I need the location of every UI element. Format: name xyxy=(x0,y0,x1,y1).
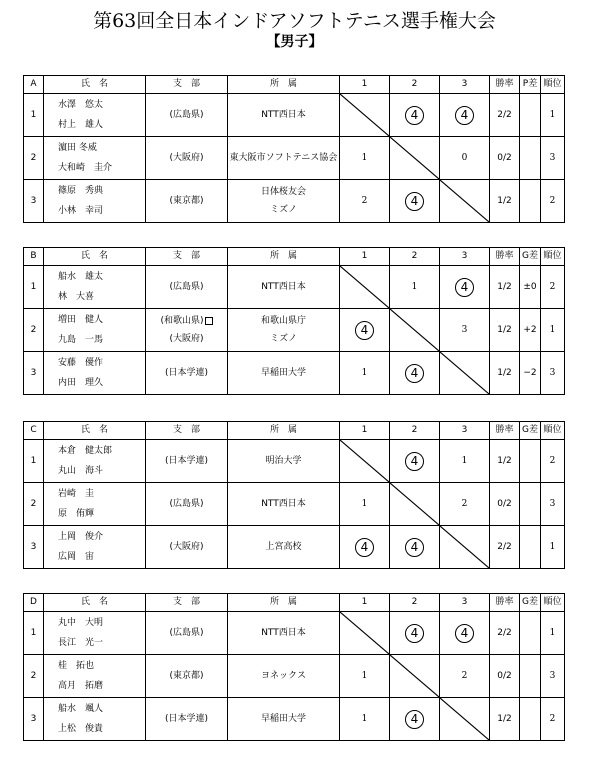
winning-score: 4 xyxy=(355,538,374,557)
diagonal-line xyxy=(340,612,389,654)
table-row xyxy=(24,137,565,180)
branch-name xyxy=(146,192,227,210)
match-score xyxy=(390,266,440,309)
diagonal-line xyxy=(440,698,489,740)
branch-text: (東京都) xyxy=(169,671,204,681)
winning-score: 4 xyxy=(455,278,474,297)
game-difference xyxy=(520,698,541,741)
affiliation xyxy=(228,655,340,698)
branch-text: (東京都) xyxy=(169,196,204,206)
match-score xyxy=(340,180,390,223)
header-diff: G差 xyxy=(520,422,541,440)
self-match-cell xyxy=(440,526,490,569)
player-names xyxy=(44,698,146,741)
pool-label: A xyxy=(24,76,44,94)
winning-score: 4 xyxy=(405,538,424,557)
branch xyxy=(146,137,228,180)
affiliation xyxy=(228,180,340,223)
header-match-3: 3 xyxy=(440,76,490,94)
pool-header-row xyxy=(24,422,565,440)
self-match-cell xyxy=(340,612,390,655)
player-name: 原 侑輝 xyxy=(58,509,95,519)
entry-number: 2 xyxy=(24,137,44,180)
branch xyxy=(146,612,228,655)
branch-name xyxy=(146,330,227,348)
diagonal-line xyxy=(340,94,389,136)
table-row xyxy=(24,698,565,741)
entry-number: 1 xyxy=(24,94,44,137)
branch-text: (広島県) xyxy=(169,499,204,509)
header-win-rate: 勝率 xyxy=(490,248,520,266)
win-rate: 0/2 xyxy=(490,655,520,698)
branch xyxy=(146,483,228,526)
game-difference: ±0 xyxy=(520,266,541,309)
branch-name xyxy=(146,495,227,513)
branch xyxy=(146,266,228,309)
affiliation xyxy=(228,352,340,395)
player-names xyxy=(44,352,146,395)
header-affiliation: 所 属 xyxy=(228,76,340,94)
match-score xyxy=(340,655,390,698)
player-name: 増田 健人 xyxy=(58,315,104,325)
affiliation-name: ミズノ xyxy=(269,205,297,215)
header-win-rate: 勝率 xyxy=(490,594,520,612)
game-difference: −2 xyxy=(520,352,541,395)
win-rate: 0/2 xyxy=(490,483,520,526)
pool-table-b xyxy=(23,247,565,395)
pool-header-row xyxy=(24,594,565,612)
self-match-cell xyxy=(340,266,390,309)
player-names xyxy=(44,309,146,352)
win-rate: 1/2 xyxy=(490,440,520,483)
affiliation-name: 明治大学 xyxy=(265,456,302,466)
affiliation xyxy=(228,612,340,655)
affiliation-name: 上宮高校 xyxy=(265,542,302,552)
diagonal-line xyxy=(390,309,439,351)
diagonal-line xyxy=(440,180,489,222)
table-row xyxy=(24,655,565,698)
player-names xyxy=(44,440,146,483)
diagonal-line xyxy=(390,655,439,697)
winning-score: 4 xyxy=(455,624,474,643)
diagonal-line xyxy=(390,483,439,525)
header-affiliation: 所 属 xyxy=(228,248,340,266)
header-match-2: 2 xyxy=(390,594,440,612)
winning-score: 4 xyxy=(405,106,424,125)
player-name: 小林 幸司 xyxy=(58,206,104,216)
game-difference xyxy=(520,94,541,137)
win-rate: 1/2 xyxy=(490,266,520,309)
affiliation-name: NTT西日本 xyxy=(261,499,306,509)
player-names xyxy=(44,612,146,655)
header-match-3: 3 xyxy=(440,594,490,612)
match-score xyxy=(340,483,390,526)
affiliation xyxy=(228,309,340,352)
player-name: 長江 光一 xyxy=(58,638,104,648)
branch-name xyxy=(146,624,227,642)
rank: 2 xyxy=(541,440,565,483)
rank: 3 xyxy=(541,137,565,180)
pool-label: C xyxy=(24,422,44,440)
player-name: 上松 俊貴 xyxy=(58,724,104,734)
match-score xyxy=(390,352,440,395)
player-name: 水澤 悠太 xyxy=(58,100,104,110)
page-subtitle: 【男子】 xyxy=(266,34,323,50)
header-name: 氏 名 xyxy=(44,76,146,94)
branch xyxy=(146,655,228,698)
win-rate: 1/2 xyxy=(490,180,520,223)
game-difference xyxy=(520,180,541,223)
table-row xyxy=(24,309,565,352)
score-value: 0 xyxy=(461,152,468,163)
winning-score: 4 xyxy=(455,106,474,125)
player-name: 村上 雄人 xyxy=(58,120,104,130)
table-row xyxy=(24,180,565,223)
affiliation-name: 早稲田大学 xyxy=(260,368,306,378)
branch-name xyxy=(146,278,227,296)
affiliation-name: ヨネックス xyxy=(261,671,306,681)
header-match-1: 1 xyxy=(340,594,390,612)
branch-text: (日本学連) xyxy=(164,714,209,724)
self-match-cell xyxy=(390,655,440,698)
self-match-cell xyxy=(440,698,490,741)
player-names xyxy=(44,526,146,569)
player-name: 高月 拓磨 xyxy=(58,681,104,691)
header-name: 氏 名 xyxy=(44,248,146,266)
game-difference xyxy=(520,612,541,655)
page-title: 第63回全日本インドアソフトテニス選手権大会 xyxy=(93,10,496,32)
branch-name xyxy=(146,364,227,382)
table-row xyxy=(24,94,565,137)
header-match-1: 1 xyxy=(340,76,390,94)
match-score xyxy=(390,526,440,569)
match-score xyxy=(340,352,390,395)
branch xyxy=(146,309,228,352)
self-match-cell xyxy=(340,94,390,137)
match-score xyxy=(440,655,490,698)
game-difference: +2 xyxy=(520,309,541,352)
win-rate: 1/2 xyxy=(490,309,520,352)
entry-number: 2 xyxy=(24,483,44,526)
player-name: 濵田 冬威 xyxy=(58,143,97,153)
pool-label: D xyxy=(24,594,44,612)
match-score xyxy=(390,180,440,223)
branch-text: (広島県) xyxy=(169,110,204,120)
branch xyxy=(146,180,228,223)
player-name: 上岡 俊介 xyxy=(58,532,104,542)
branch-text: (大阪府) xyxy=(169,542,204,552)
match-score xyxy=(440,440,490,483)
win-rate: 1/2 xyxy=(490,698,520,741)
header-diff: P差 xyxy=(520,76,541,94)
affiliation-name: 日体桜友会 xyxy=(260,187,306,197)
match-score xyxy=(440,94,490,137)
entry-number: 1 xyxy=(24,266,44,309)
match-score xyxy=(340,309,390,352)
player-name: 林 大喜 xyxy=(58,292,95,302)
player-name: 岩崎 圭 xyxy=(58,489,95,499)
affiliation-name: 東大阪市ソフトテニス協会 xyxy=(229,153,338,163)
branch-name xyxy=(146,452,227,470)
rank: 2 xyxy=(541,266,565,309)
self-match-cell xyxy=(390,137,440,180)
table-row xyxy=(24,266,565,309)
branch-text: (日本学連) xyxy=(164,456,209,466)
affiliation xyxy=(228,526,340,569)
header-name: 氏 名 xyxy=(44,422,146,440)
winning-score: 4 xyxy=(405,710,424,729)
branch xyxy=(146,94,228,137)
game-difference xyxy=(520,440,541,483)
entry-number: 3 xyxy=(24,180,44,223)
affiliation xyxy=(228,94,340,137)
score-value: 1 xyxy=(361,367,368,378)
self-match-cell xyxy=(390,483,440,526)
branch-text: (広島県) xyxy=(169,628,204,638)
table-row xyxy=(24,352,565,395)
match-score xyxy=(340,526,390,569)
affiliation-name: NTT西日本 xyxy=(261,110,306,120)
entry-number: 1 xyxy=(24,440,44,483)
header-match-2: 2 xyxy=(390,248,440,266)
rank: 3 xyxy=(541,655,565,698)
match-score xyxy=(440,309,490,352)
winning-score: 4 xyxy=(405,192,424,211)
score-value: 2 xyxy=(461,498,468,509)
checkbox-mark xyxy=(205,317,213,325)
rank: 1 xyxy=(541,612,565,655)
diagonal-line xyxy=(340,266,389,308)
match-score xyxy=(340,698,390,741)
win-rate: 0/2 xyxy=(490,137,520,180)
self-match-cell xyxy=(390,309,440,352)
win-rate: 2/2 xyxy=(490,612,520,655)
player-name: 安藤 優作 xyxy=(58,358,104,368)
player-names xyxy=(44,137,146,180)
table-row xyxy=(24,483,565,526)
player-names xyxy=(44,483,146,526)
player-name: 九島 一馬 xyxy=(58,335,104,345)
self-match-cell xyxy=(440,180,490,223)
player-name: 本倉 健太郎 xyxy=(58,446,113,456)
header-match-3: 3 xyxy=(440,248,490,266)
score-value: 3 xyxy=(461,324,468,335)
match-score xyxy=(390,94,440,137)
diagonal-line xyxy=(340,440,389,482)
header-rank: 順位 xyxy=(541,248,565,266)
header-match-1: 1 xyxy=(340,422,390,440)
table-row xyxy=(24,612,565,655)
player-name: 丸中 大明 xyxy=(58,618,104,628)
winning-score: 4 xyxy=(405,624,424,643)
affiliation-name: NTT西日本 xyxy=(261,628,306,638)
game-difference xyxy=(520,655,541,698)
win-rate: 2/2 xyxy=(490,526,520,569)
header-match-1: 1 xyxy=(340,248,390,266)
entry-number: 3 xyxy=(24,526,44,569)
player-name: 篠原 秀典 xyxy=(58,186,104,196)
player-names xyxy=(44,266,146,309)
player-name: 広岡 宙 xyxy=(58,552,95,562)
branch-name xyxy=(146,710,227,728)
winning-score: 4 xyxy=(355,321,374,340)
diagonal-line xyxy=(440,352,489,394)
player-name: 船水 雄太 xyxy=(58,272,104,282)
entry-number: 2 xyxy=(24,655,44,698)
game-difference xyxy=(520,526,541,569)
header-branch: 支 部 xyxy=(146,422,228,440)
header-rank: 順位 xyxy=(541,594,565,612)
rank: 3 xyxy=(541,352,565,395)
branch-text: (和歌山県) xyxy=(160,316,204,326)
affiliation-name: 和歌山県庁 xyxy=(260,316,306,326)
player-name: 内田 理久 xyxy=(58,378,104,388)
player-name: 船水 颯人 xyxy=(58,704,104,714)
branch xyxy=(146,526,228,569)
winning-score: 4 xyxy=(405,452,424,471)
branch-name xyxy=(146,667,227,685)
affiliation-name: 早稲田大学 xyxy=(260,714,306,724)
header-rank: 順位 xyxy=(541,76,565,94)
win-rate: 1/2 xyxy=(490,352,520,395)
entry-number: 3 xyxy=(24,352,44,395)
affiliation-name: NTT西日本 xyxy=(261,282,306,292)
affiliation xyxy=(228,137,340,180)
affiliation xyxy=(228,440,340,483)
affiliation xyxy=(228,698,340,741)
pool-table-c xyxy=(23,421,565,569)
entry-number: 2 xyxy=(24,309,44,352)
header-rank: 順位 xyxy=(541,422,565,440)
entry-number: 3 xyxy=(24,698,44,741)
score-value: 1 xyxy=(411,281,418,292)
pool-label: B xyxy=(24,248,44,266)
header-win-rate: 勝率 xyxy=(490,422,520,440)
score-value: 1 xyxy=(361,713,368,724)
header-diff: G差 xyxy=(520,594,541,612)
player-names xyxy=(44,655,146,698)
branch-text: (大阪府) xyxy=(169,153,204,163)
branch-text: (日本学連) xyxy=(164,368,209,378)
pool-table-d xyxy=(23,593,565,741)
header-match-2: 2 xyxy=(390,422,440,440)
header-match-2: 2 xyxy=(390,76,440,94)
score-value: 2 xyxy=(361,195,368,206)
affiliation-name: ミズノ xyxy=(269,334,297,344)
score-value: 1 xyxy=(361,152,368,163)
match-score xyxy=(440,137,490,180)
diagonal-line xyxy=(440,526,489,568)
header-branch: 支 部 xyxy=(146,594,228,612)
rank: 3 xyxy=(541,483,565,526)
header-name: 氏 名 xyxy=(44,594,146,612)
branch-name xyxy=(146,149,227,167)
player-names xyxy=(44,180,146,223)
header-branch: 支 部 xyxy=(146,248,228,266)
header-affiliation: 所 属 xyxy=(228,594,340,612)
rank: 2 xyxy=(541,698,565,741)
pool-table-a xyxy=(23,75,565,223)
match-score xyxy=(390,440,440,483)
rank: 1 xyxy=(541,94,565,137)
branch-name xyxy=(146,106,227,124)
match-score xyxy=(390,612,440,655)
game-difference xyxy=(520,483,541,526)
branch xyxy=(146,440,228,483)
win-rate: 2/2 xyxy=(490,94,520,137)
branch-text: (大阪府) xyxy=(169,334,204,344)
entry-number: 1 xyxy=(24,612,44,655)
branch xyxy=(146,698,228,741)
affiliation xyxy=(228,266,340,309)
header-branch: 支 部 xyxy=(146,76,228,94)
score-value: 1 xyxy=(361,670,368,681)
table-row xyxy=(24,526,565,569)
player-name: 丸山 海斗 xyxy=(58,466,104,476)
match-score xyxy=(340,137,390,180)
branch-name xyxy=(146,312,227,330)
rank: 1 xyxy=(541,526,565,569)
pool-header-row xyxy=(24,248,565,266)
self-match-cell xyxy=(340,440,390,483)
header-win-rate: 勝率 xyxy=(490,76,520,94)
match-score xyxy=(390,698,440,741)
match-score xyxy=(440,612,490,655)
header-diff: G差 xyxy=(520,248,541,266)
branch-name xyxy=(146,538,227,556)
winning-score: 4 xyxy=(405,364,424,383)
game-difference xyxy=(520,137,541,180)
pool-header-row xyxy=(24,76,565,94)
rank: 2 xyxy=(541,180,565,223)
player-name: 大和崎 圭介 xyxy=(58,163,113,173)
affiliation xyxy=(228,483,340,526)
match-score xyxy=(440,483,490,526)
match-score xyxy=(440,266,490,309)
header-affiliation: 所 属 xyxy=(228,422,340,440)
table-row xyxy=(24,440,565,483)
branch-text: (広島県) xyxy=(169,282,204,292)
header-match-3: 3 xyxy=(440,422,490,440)
self-match-cell xyxy=(440,352,490,395)
diagonal-line xyxy=(390,137,439,179)
score-value: 1 xyxy=(461,455,468,466)
score-value: 1 xyxy=(361,498,368,509)
player-name: 桂 拓也 xyxy=(58,661,95,671)
rank: 1 xyxy=(541,309,565,352)
branch xyxy=(146,352,228,395)
player-names xyxy=(44,94,146,137)
score-value: 2 xyxy=(461,670,468,681)
